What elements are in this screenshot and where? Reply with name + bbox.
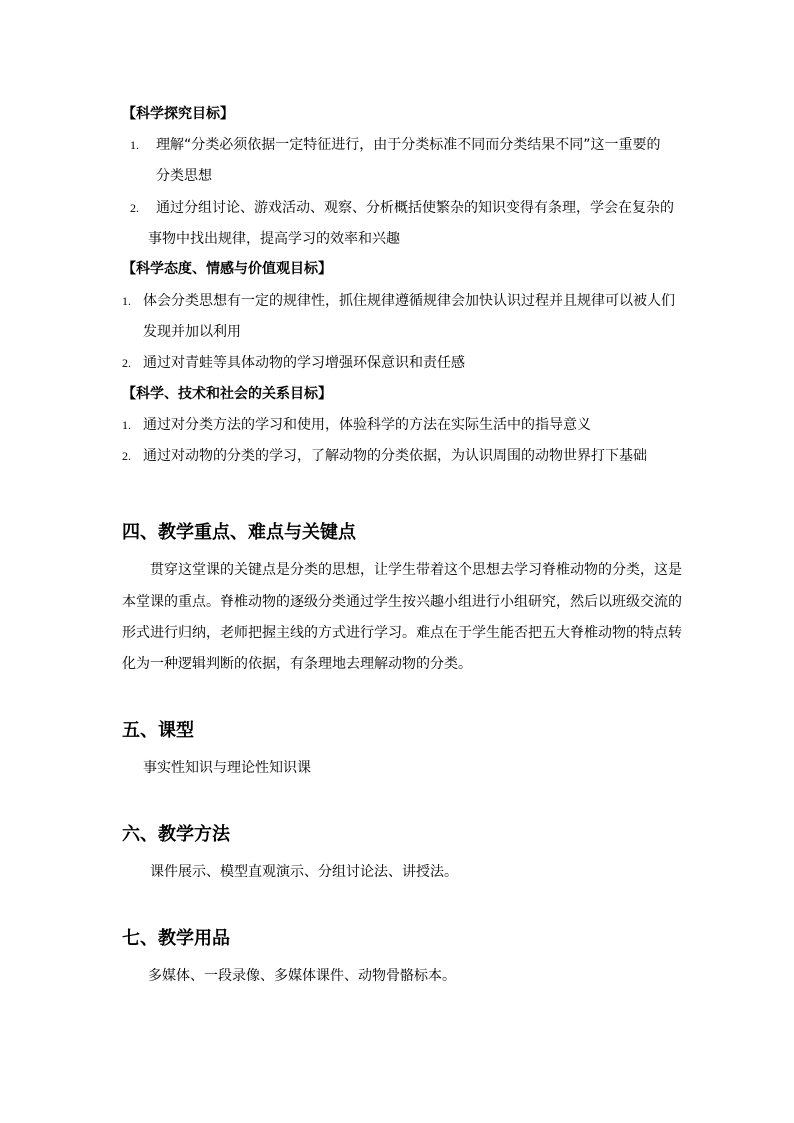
list-item-text: 理解“分类必须依据一定特征进行，由于分类标准不同而分类结果不同”这一重要的 [156, 137, 661, 153]
list-number: 2. [130, 201, 139, 215]
paragraph-line: 形式进行归纳，老师把握主线的方式进行学习。难点在于学生能否把五大脊椎动物的特点转 [122, 625, 682, 641]
list-number: 1. [122, 418, 131, 432]
materials-text: 多媒体、一段录像、多媒体课件、动物骨骼标本。 [148, 968, 456, 984]
paragraph-line: 贯穿这堂课的关键点是分类的思想，让学生带着这个思想去学习脊椎动物的分类，这是 [150, 562, 682, 578]
list-item-text-continued: 发现并加以利用 [143, 324, 241, 340]
paragraph-line: 本堂课的重点。脊椎动物的逐级分类通过学生按兴趣小组进行小组研究，然后以班级交流的 [122, 594, 682, 610]
list-number: 1. [122, 294, 131, 308]
section-title-materials: 七、教学用品 [122, 928, 230, 949]
list-number: 2. [122, 449, 131, 463]
section-title-lesson-type: 五、课型 [122, 720, 194, 741]
science-inquiry-heading: 【科学探究目标】 [122, 106, 234, 122]
paragraph-line: 化为一种逻辑判断的依据，有条理地去理解动物的分类。 [122, 656, 472, 672]
list-item-text-continued: 事物中找出规律，提高学习的效率和兴趣 [148, 231, 400, 247]
list-item-text: 通过分组讨论、游戏活动、观察、分析概括使繁杂的知识变得有条理，学会在复杂的 [156, 200, 674, 216]
list-item-text: 通过对青蛙等具体动物的学习增强环保意识和责任感 [143, 355, 465, 371]
list-item-text-continued: 分类思想 [156, 168, 212, 184]
list-item-text: 通过对分类方法的学习和使用，体验科学的方法在实际生活中的指导意义 [143, 417, 591, 433]
section-title-methods: 六、教学方法 [122, 824, 230, 845]
sts-heading: 【科学、技术和社会的关系目标】 [122, 386, 332, 402]
list-item-text: 通过对动物的分类的学习，了解动物的分类依据，为认识周围的动物世界打下基础 [143, 448, 647, 464]
list-item-text: 体会分类思想有一定的规律性，抓住规律遵循规律会加快认识过程并且规律可以被人们 [143, 293, 675, 309]
lesson-type-text: 事实性知识与理论性知识课 [143, 760, 311, 776]
section-title-key-points: 四、教学重点、难点与关键点 [122, 522, 356, 543]
methods-text: 课件展示、模型直观演示、分组讨论法、讲授法。 [150, 864, 458, 880]
list-number: 1. [130, 138, 139, 152]
attitude-heading: 【科学态度、情感与价值观目标】 [122, 261, 332, 277]
list-number: 2. [122, 356, 131, 370]
